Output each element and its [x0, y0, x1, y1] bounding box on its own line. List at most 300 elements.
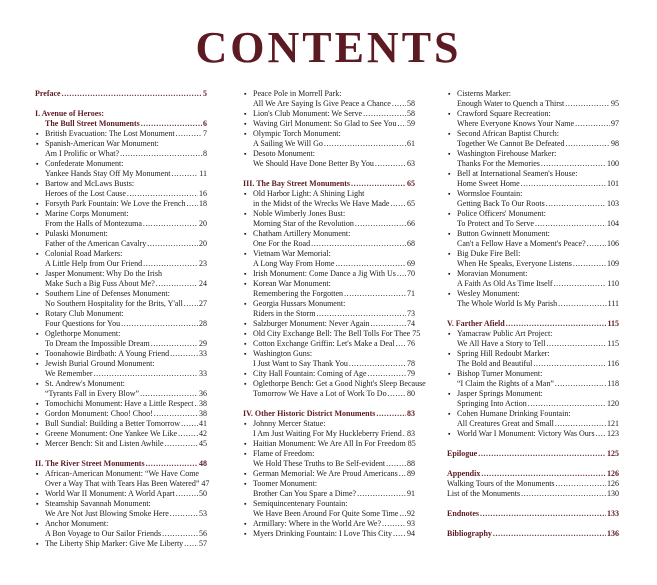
toc-entry-title: Morning Star of the Revolution — [253, 219, 354, 228]
page-number: 83 — [407, 409, 415, 418]
toc-line — [45, 329, 207, 339]
page-number: 130 — [607, 489, 619, 498]
bullet-icon: ▪ — [36, 380, 39, 388]
page-number: 58 — [407, 109, 415, 118]
toc-entry-title: We All Have a Story to Tell — [457, 339, 546, 348]
dot-leader — [154, 409, 198, 419]
toc-line — [253, 319, 415, 329]
toc-entry[interactable] — [35, 499, 207, 519]
dot-leader — [165, 439, 198, 449]
dot-leader — [388, 389, 406, 399]
page-number: 88 — [407, 459, 415, 468]
toc-entry-title: A Sailing We Will Go — [253, 139, 323, 148]
dot-leader — [181, 419, 198, 429]
toc-entry[interactable] — [447, 189, 619, 209]
toc-entry[interactable] — [243, 519, 415, 529]
toc-section-heading[interactable] — [447, 509, 619, 519]
toc-line — [253, 199, 415, 209]
toc-entry[interactable] — [35, 139, 207, 159]
toc-line — [253, 159, 415, 169]
toc-entry-title: A Long Way From Home — [253, 259, 335, 268]
dot-leader — [546, 199, 606, 209]
toc-entry-title: The Bull Street Monuments — [45, 119, 140, 128]
toc-line — [457, 269, 619, 279]
toc-line — [45, 499, 207, 509]
page-number: 29 — [199, 339, 207, 348]
toc-line — [35, 459, 207, 469]
toc-section-heading[interactable] — [447, 469, 619, 479]
toc-section-heading[interactable] — [35, 459, 207, 469]
toc-entry[interactable] — [35, 199, 207, 209]
page-number: 5 — [203, 89, 207, 98]
toc-section-heading[interactable] — [35, 109, 207, 129]
toc-entry[interactable] — [243, 89, 415, 109]
toc-entry-title: African-American Monument: “We Have Come — [45, 469, 199, 478]
page-number: 69 — [407, 259, 415, 268]
toc-section-heading[interactable] — [243, 179, 415, 189]
toc-line — [253, 499, 415, 509]
toc-entry[interactable] — [35, 289, 207, 309]
toc-line — [457, 229, 619, 239]
toc-entry[interactable] — [35, 409, 207, 419]
dot-leader — [399, 469, 406, 479]
dot-leader — [171, 169, 198, 179]
toc-line — [45, 299, 207, 309]
page-number: 38 — [199, 399, 207, 408]
toc-entry-title: To Protect and To Serve — [457, 219, 534, 228]
toc-entry[interactable] — [243, 319, 415, 329]
toc-entry[interactable] — [243, 419, 415, 439]
toc-entry[interactable] — [35, 359, 207, 379]
toc-line — [253, 359, 415, 369]
toc-entry-title: We Should Have Done Better By You — [253, 159, 374, 168]
toc-line — [45, 379, 207, 389]
toc-line — [457, 179, 619, 189]
bullet-icon: ▪ — [244, 380, 247, 388]
toc-entry-title: Colonial Road Markers: — [45, 249, 123, 258]
page-number: 70 — [407, 269, 415, 278]
toc-entry-title: Olympic Torch Monument: — [253, 129, 341, 138]
page-number: 23 — [199, 259, 207, 268]
toc-entry[interactable] — [243, 279, 415, 299]
toc-entry[interactable] — [243, 299, 415, 319]
toc-line — [457, 329, 619, 339]
dot-leader — [349, 359, 406, 369]
dot-leader — [94, 369, 198, 379]
toc-entry-title: Appendix — [447, 469, 481, 478]
toc-entry-title: Flame of Freedom: — [253, 449, 315, 458]
dot-leader — [140, 389, 198, 399]
toc-line — [457, 359, 619, 369]
page-number: 65 — [407, 179, 415, 188]
toc-line — [45, 389, 207, 399]
dot-leader — [146, 459, 198, 469]
toc-entry-title: I Am Just Waiting For My Huckleberry Friend — [253, 429, 402, 438]
page-number: 115 — [607, 319, 619, 328]
toc-entry[interactable] — [447, 249, 619, 269]
toc-entry-title: Getting Back To Our Roots — [457, 199, 545, 208]
toc-line — [45, 309, 207, 319]
dot-leader — [393, 529, 406, 539]
toc-entry[interactable] — [243, 209, 415, 229]
toc-entry-title: Bull Sundial: Building a Better Tomorrow — [45, 419, 181, 428]
page-number: 38 — [199, 409, 207, 418]
toc-line — [45, 259, 207, 269]
bullet-icon: ▪ — [244, 370, 247, 378]
toc-line — [45, 539, 207, 549]
bullet-icon: ▪ — [244, 500, 247, 508]
toc-entry[interactable] — [243, 229, 415, 249]
toc-entry-title: V. Farther Afield — [447, 319, 505, 328]
toc-line — [253, 249, 415, 259]
toc-line — [45, 169, 207, 179]
bullet-icon: ▪ — [36, 420, 39, 428]
dot-leader — [573, 259, 606, 269]
toc-entry[interactable] — [35, 159, 207, 179]
toc-section-heading[interactable] — [243, 409, 415, 419]
page-number: 33 — [199, 349, 207, 358]
toc-line — [253, 279, 415, 289]
toc-section-heading[interactable] — [447, 319, 619, 329]
toc-line — [457, 429, 619, 439]
toc-entry[interactable] — [243, 439, 415, 449]
bullet-icon: ▪ — [448, 90, 451, 98]
dot-leader — [566, 139, 611, 149]
toc-entry-title: Over a Way That with Tears Has Been Watered” — [45, 479, 200, 488]
toc-entry-title: Can't a Fellow Have a Moment's Peace? — [457, 239, 586, 248]
toc-entry-title: Riders in the Storm — [253, 309, 316, 318]
toc-entry-title: Epilogue — [447, 449, 478, 458]
bullet-icon: ▪ — [36, 250, 39, 258]
toc-entry-title: World War II Monument: A World Apart — [45, 489, 175, 498]
dot-leader — [147, 239, 198, 249]
toc-line — [457, 409, 619, 419]
toc-entry[interactable] — [243, 479, 415, 499]
dot-leader — [176, 489, 198, 499]
toc-entry-title: Irish Monument: Come Dance a Jig With Us — [253, 269, 396, 278]
toc-entry[interactable] — [35, 439, 207, 449]
dot-leader — [493, 529, 606, 539]
dot-leader — [324, 139, 406, 149]
toc-entry-title: Marine Corps Monument: — [45, 209, 129, 218]
toc-entry[interactable] — [447, 109, 619, 129]
dot-leader — [397, 269, 406, 279]
toc-entry[interactable] — [243, 499, 415, 519]
toc-entry-title: Tomorrow We Have a Lot of Work To Do — [253, 389, 387, 398]
toc-line — [457, 239, 619, 249]
toc-entry-title: Enough Water to Quench a Thirst — [457, 99, 565, 108]
toc-entry[interactable] — [243, 149, 415, 169]
toc-entry-title: St. Andrew's Monument: — [45, 379, 125, 388]
toc-entry[interactable] — [447, 389, 619, 409]
toc-entry-title: Old City Exchange Bell: The Bell Tolls For Thee — [253, 329, 411, 338]
toc-line — [45, 209, 207, 219]
toc-entry[interactable] — [35, 399, 207, 409]
dot-leader — [528, 399, 606, 409]
toc-entry-title: Oglethorpe Monument: — [45, 329, 121, 338]
dot-leader — [335, 259, 406, 269]
toc-entry[interactable] — [447, 429, 619, 439]
toc-entry[interactable] — [447, 369, 619, 389]
bullet-icon: ▪ — [244, 440, 247, 448]
toc-entry-title: Tomochichi Monument: Have a Little Respect — [45, 399, 194, 408]
toc-entry-title: Moravian Monument: — [457, 269, 528, 278]
toc-entry-title: Lion's Club Monument: We Serve — [253, 109, 363, 118]
dot-leader — [386, 459, 406, 469]
dot-leader — [127, 189, 198, 199]
dot-leader — [311, 239, 406, 249]
toc-entry-title: Thanks For the Memories — [457, 159, 540, 168]
toc-entry[interactable] — [35, 519, 207, 539]
dot-leader — [481, 469, 606, 479]
toc-entry-title: “Tyrants Fall in Every Blow” — [45, 389, 140, 398]
toc-entry[interactable] — [243, 329, 421, 339]
toc-line — [457, 339, 619, 349]
toc-line — [253, 239, 415, 249]
page-number: 33 — [199, 369, 207, 378]
bullet-icon: ▪ — [448, 410, 451, 418]
page-number: 94 — [407, 529, 415, 538]
dot-leader — [376, 409, 406, 419]
toc-line — [45, 339, 207, 349]
toc-entry[interactable] — [447, 269, 619, 289]
toc-line — [253, 369, 415, 379]
toc-entry[interactable] — [243, 269, 415, 279]
toc-entry-title: IV. Other Historic District Monuments — [243, 409, 376, 418]
toc-entry-title: A Bon Voyage to Our Sailor Friends — [45, 529, 162, 538]
bullet-icon: ▪ — [244, 230, 247, 238]
toc-entry[interactable] — [447, 89, 619, 109]
toc-entry[interactable] — [447, 479, 619, 489]
toc-entry[interactable] — [35, 249, 207, 269]
bullet-icon: ▪ — [448, 330, 451, 338]
toc-entry[interactable] — [35, 229, 207, 249]
dot-leader — [371, 319, 407, 329]
toc-line — [253, 489, 415, 499]
dot-leader — [170, 509, 198, 519]
toc-entry[interactable] — [243, 369, 415, 379]
toc-line — [253, 429, 415, 439]
dot-leader — [555, 419, 606, 429]
bullet-icon: ▪ — [36, 160, 39, 168]
toc-entry[interactable] — [35, 419, 207, 429]
page-number: 16 — [199, 189, 207, 198]
bullet-icon: ▪ — [244, 280, 247, 288]
toc-entry[interactable] — [35, 489, 207, 499]
toc-entry[interactable] — [447, 229, 619, 249]
toc-entry-title: Police Officers' Monument: — [457, 209, 546, 218]
toc-entry[interactable] — [35, 379, 207, 399]
page-number: 45 — [199, 439, 207, 448]
toc-section-heading[interactable] — [447, 529, 619, 539]
toc-entry[interactable] — [35, 329, 207, 349]
bullet-icon: ▪ — [36, 130, 39, 138]
toc-line — [45, 359, 207, 369]
toc-entry-title: Washington Guns: — [253, 349, 313, 358]
page-number: 92 — [407, 509, 415, 518]
toc-entry-title: The Liberty Ship Marker: Give Me Liberty — [45, 539, 184, 548]
toc-entry[interactable] — [447, 129, 619, 149]
toc-entry-title: Home Sweet Home — [457, 179, 520, 188]
toc-entry[interactable] — [243, 529, 415, 539]
toc-entry-title: Where Everyone Knows Your Name — [457, 119, 575, 128]
toc-line — [457, 289, 619, 299]
toc-entry[interactable] — [35, 209, 207, 229]
toc-entry-title: We Hold These Truths to Be Self-evident — [253, 459, 386, 468]
page-title: CONTENTS — [195, 23, 462, 72]
toc-line — [243, 179, 415, 189]
bullet-icon: ▪ — [448, 170, 451, 178]
toc-entry-title: Desoto Monument: — [253, 149, 315, 158]
toc-entry-title: Southern Line of Defenses Monument: — [45, 289, 170, 298]
toc-entry-title: Bell at International Seamen's House: — [457, 169, 578, 178]
toc-line — [45, 269, 207, 279]
toc-line — [447, 449, 619, 459]
toc-entry-title: Armillary: Where in the World Are We? — [253, 519, 382, 528]
dot-leader — [368, 369, 406, 379]
toc-line — [45, 349, 207, 359]
bullet-icon: ▪ — [448, 350, 451, 358]
page-number: 133 — [607, 509, 619, 518]
page-number: 109 — [607, 259, 619, 268]
toc-line — [253, 379, 426, 389]
dot-leader — [399, 509, 406, 519]
toc-entry[interactable] — [243, 129, 415, 149]
bullet-icon: ▪ — [244, 340, 247, 348]
dot-leader — [351, 179, 406, 189]
page-number: 59 — [407, 119, 415, 128]
toc-entry-title: Confederate Monument: — [45, 159, 124, 168]
toc-line — [45, 129, 207, 139]
page-number: 111 — [607, 299, 619, 308]
toc-entry[interactable] — [243, 119, 415, 129]
toc-entry-title: I Just Want to Say Thank You — [253, 359, 348, 368]
bullet-icon: ▪ — [244, 110, 247, 118]
toc-line — [253, 109, 415, 119]
toc-line — [457, 379, 619, 389]
toc-entry-title: Waving Girl Monument: So Glad to See You — [253, 119, 397, 128]
toc-entry-title: Cohen Humane Drinking Fountain: — [457, 409, 571, 418]
toc-entry-title: Wesley Monument: — [457, 289, 520, 298]
dot-leader — [554, 279, 607, 289]
toc-line — [253, 509, 415, 519]
toc-entry[interactable] — [447, 209, 619, 229]
bullet-icon: ▪ — [244, 270, 247, 278]
toc-entry-title: II. The River Street Monuments — [35, 459, 145, 468]
toc-entry[interactable] — [35, 309, 207, 329]
bullet-icon: ▪ — [36, 140, 39, 148]
dot-leader — [120, 149, 202, 159]
toc-line — [457, 129, 619, 139]
bullet-icon: ▪ — [36, 430, 39, 438]
toc-line — [253, 269, 415, 279]
toc-entry-title: Gordon Monument: Choo! Choo! — [45, 409, 153, 418]
toc-entry-title: Brother Can You Spare a Dime? — [253, 489, 357, 498]
page-number: 91 — [407, 489, 415, 498]
toc-entry-title: The Whole World Is My Parish — [457, 299, 558, 308]
dot-leader — [565, 99, 610, 109]
toc-line — [253, 439, 415, 449]
toc-entry-title: Spring Hill Redoubt Marker: — [457, 349, 550, 358]
toc-line — [253, 449, 415, 459]
toc-line — [253, 329, 421, 339]
toc-entry[interactable] — [35, 539, 207, 549]
page-number: 126 — [607, 479, 619, 488]
page-number: 103 — [607, 199, 619, 208]
toc-line — [457, 349, 619, 359]
toc-entry[interactable] — [243, 189, 415, 209]
toc-line — [45, 509, 207, 519]
toc-line — [45, 369, 207, 379]
toc-line — [253, 479, 415, 489]
toc-entry-title: Second African Baptist Church: — [457, 129, 559, 138]
toc-entry[interactable] — [243, 249, 415, 269]
toc-entry[interactable] — [447, 349, 619, 369]
toc-entry[interactable] — [243, 349, 415, 369]
toc-line — [253, 289, 415, 299]
toc-entry-title: One For the Road — [253, 239, 311, 248]
toc-entry[interactable] — [447, 489, 619, 499]
toc-entry-title: No Southern Hospitality for the Brits, Y'all — [45, 299, 183, 308]
toc-entry[interactable] — [243, 449, 415, 469]
page-number: 73 — [407, 309, 415, 318]
toc-section-heading[interactable] — [447, 449, 619, 459]
toc-entry[interactable] — [447, 149, 619, 169]
toc-entry-title: Bishop Turner Monument: — [457, 369, 543, 378]
toc-entry[interactable] — [35, 429, 207, 439]
toc-entry[interactable] — [35, 179, 207, 199]
bullet-icon: ▪ — [36, 500, 39, 508]
toc-entry-title: German Memorial: We Are Proud Americans — [253, 469, 398, 478]
toc-entry[interactable] — [447, 409, 619, 429]
bullet-icon: ▪ — [244, 350, 247, 358]
page-number: 97 — [611, 119, 619, 128]
page-number: 20 — [199, 239, 207, 248]
page-number: 57 — [199, 539, 207, 548]
toc-entry[interactable] — [35, 269, 207, 289]
section-spacer — [447, 309, 619, 319]
bullet-icon: ▪ — [36, 210, 39, 218]
toc-entry-title: Am I Prolific or What? — [45, 149, 120, 158]
toc-entry[interactable] — [35, 349, 207, 359]
dot-leader — [143, 259, 198, 269]
toc-entry-title: “I Claim the Rights of a Man” — [457, 379, 554, 388]
toc-entry[interactable] — [243, 379, 426, 399]
toc-section-heading[interactable] — [35, 89, 207, 99]
toc-entry[interactable] — [243, 109, 415, 119]
toc-line — [457, 99, 619, 109]
toc-entry-title: I. Avenue of Heroes: — [35, 109, 105, 118]
toc-line — [45, 139, 207, 149]
bullet-icon: ▪ — [448, 110, 451, 118]
toc-entry[interactable] — [447, 329, 619, 349]
bullet-icon: ▪ — [244, 300, 247, 308]
toc-entry[interactable] — [243, 469, 415, 479]
toc-entry[interactable] — [447, 169, 619, 189]
toc-line — [253, 299, 415, 309]
toc-entry[interactable] — [447, 289, 619, 309]
toc-entry[interactable] — [35, 129, 207, 139]
toc-entry-title: Yankee Hands Stay Off My Monument — [45, 169, 171, 178]
dot-leader — [178, 429, 198, 439]
toc-entry-title: Jasper Springs Monument: — [457, 389, 543, 398]
toc-entry[interactable] — [35, 469, 210, 489]
toc-entry[interactable] — [243, 339, 415, 349]
toc-entry-title: Father of the American Cavalry — [45, 239, 147, 248]
bullet-icon: ▪ — [36, 470, 39, 478]
toc-line — [253, 469, 415, 479]
toc-entry-title: Cotton Exchange Griffin: Let's Make a Deal — [253, 339, 395, 348]
